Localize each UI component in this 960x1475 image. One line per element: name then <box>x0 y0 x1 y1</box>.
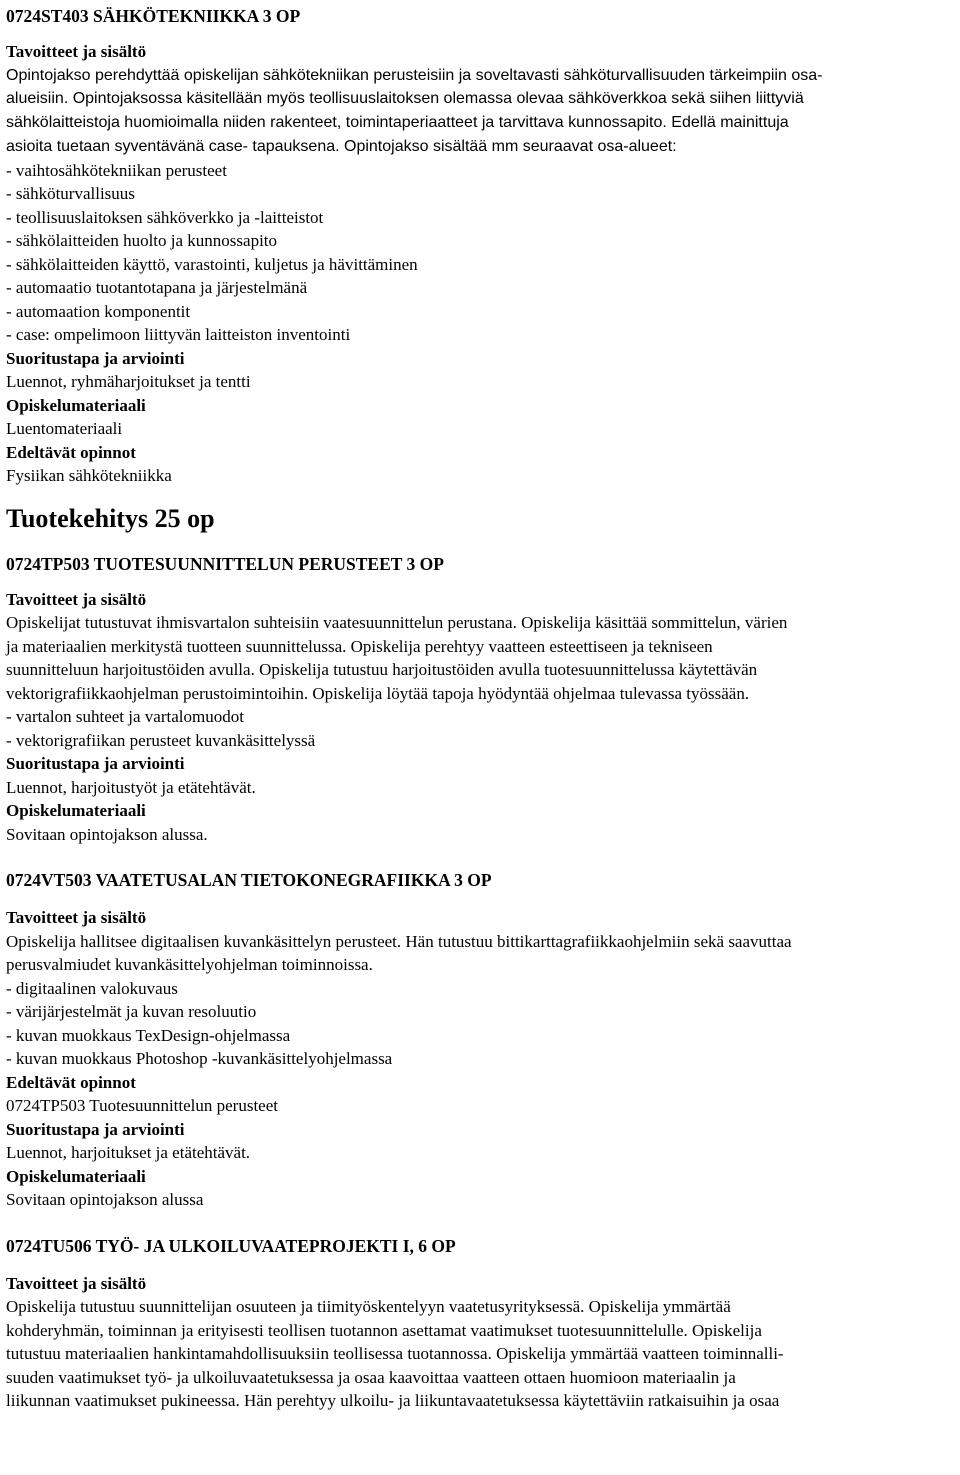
paragraph-line: perusvalmiudet kuvankäsittelyohjelman toiminnoissa. <box>6 955 373 974</box>
paragraph-line: Opiskelijat tutustuvat ihmisvartalon suhteisiin vaatesuunnittelun perustana. Opiskelija käsittää sommittelun, värien <box>6 613 788 632</box>
list-item: - sähköturvallisuus <box>6 184 135 203</box>
paragraph-line: liikunnan vaatimukset pukineessa. Hän perehtyy ulkoilu- ja liikuntavaatetuksessa käytettäviin ratkaisuihin ja osaa <box>6 1391 780 1410</box>
module-heading: Tuotekehitys 25 op <box>6 503 215 533</box>
list-item: - case: ompelimoon liittyvän laitteiston inventointi <box>6 325 351 344</box>
prerequisites-text: 0724TP503 Tuotesuunnittelun perusteet <box>6 1096 278 1115</box>
heading-material: Opiskelumateriaali <box>6 801 146 820</box>
paragraph-fragment: Opintojakso sisältää mm seuraavat osa-alueet: <box>339 138 677 155</box>
course-title: 0724VT503 VAATETUSALAN TIETOKONEGRAFIIKKA 3 OP <box>6 870 492 890</box>
list-item: - värijärjestelmät ja kuvan resoluutio <box>6 1002 257 1021</box>
list-item: - kuvan muokkaus Photoshop -kuvankäsittelyohjelmassa <box>6 1049 393 1068</box>
method-text: Luennot, harjoitukset ja etätehtävät. <box>6 1143 251 1162</box>
heading-method: Suoritustapa ja arviointi <box>6 1119 185 1139</box>
paragraph-line: Opiskelija tutustuu suunnittelijan osuuteen ja tiimityöskentelyyn vaatetusyrityksessä. Opiskelija ymmärtää <box>6 1297 731 1316</box>
course-title: 0724TP503 TUOTESUUNNITTELUN PERUSTEET 3 OP <box>6 553 444 574</box>
material-text: Sovitaan opintojakson alussa <box>6 1190 204 1209</box>
heading-goals: Tavoitteet ja sisältö <box>6 42 147 61</box>
list-item: - teollisuuslaitoksen sähköverkko ja -laitteistot <box>6 207 324 227</box>
paragraph-line: suunnitteluun harjoitustöiden avulla. Opiskelija tutustuu harjoitustöiden avulla tuotesuunnittelussa käytettävän <box>6 660 758 679</box>
paragraph-line: Opiskelija hallitsee digitaalisen kuvankäsittelyn perusteet. Hän tutustuu bittikarttagrafiikkaohjelmiin sekä saavuttaa <box>6 931 792 951</box>
list-item: - automaation komponentit <box>6 301 191 321</box>
course-title: 0724ST403 SÄHKÖTEKNIIKKA 3 OP <box>6 6 301 26</box>
list-item: - sähkölaitteiden huolto ja kunnossapito <box>6 231 278 250</box>
heading-method: Suoritustapa ja arviointi <box>6 754 185 773</box>
list-item: - sähkölaitteiden käyttö, varastointi, kuljetus ja hävittäminen <box>6 254 418 274</box>
list-item: - vaihtosähkötekniikan perusteet <box>6 160 227 180</box>
paragraph-line: suuden vaatimukset työ- ja ulkoiluvaatetuksessa ja osaa kaavoittaa vaatteen ottaen huomioon materiaalin ja <box>6 1367 736 1387</box>
list-item: - vartalon suhteet ja vartalomuodot <box>6 707 244 726</box>
paragraph-line <box>6 134 954 159</box>
course-title: 0724TU506 TYÖ- JA ULKOILUVAATEPROJEKTI I, 6 OP <box>6 1235 456 1256</box>
material-text: Luentomateriaali <box>6 419 123 438</box>
list-item: - vektorigrafiikan perusteet kuvankäsittelyssä <box>6 730 316 750</box>
paragraph-line: alueisiin. Opintojaksossa käsitellään myös teollisuuslaitoksen olemassa olevaa sähköverkkoa sekä siihen liittyviä <box>6 90 804 107</box>
material-text: Sovitaan opintojakson alussa. <box>6 824 208 844</box>
paragraph-line: tutustuu materiaalien hankintamahdollisuuksiin teollisessa tuotannossa. Opiskelija ymmärtää vaatteen toiminnalli- <box>6 1344 784 1363</box>
heading-material: Opiskelumateriaali <box>6 1166 146 1186</box>
list-item: - kuvan muokkaus TexDesign-ohjelmassa <box>6 1025 291 1045</box>
heading-prerequisites: Edeltävät opinnot <box>6 1072 136 1092</box>
heading-material: Opiskelumateriaali <box>6 395 146 415</box>
heading-goals: Tavoitteet ja sisältö <box>6 589 147 609</box>
paragraph-line: sähkölaitteistoja huomioimalla niiden rakenteet, toimintaperiaatteet ja tarvittava kunnossapito. Edellä mainittuja <box>6 113 789 131</box>
paragraph-fragment: asioita tuetaan syventävänä case- tapauksena. <box>6 138 340 155</box>
prerequisites-text: Fysiikan sähkötekniikka <box>6 466 172 485</box>
heading-goals: Tavoitteet ja sisältö <box>6 1273 147 1293</box>
paragraph-line: Opintojakso perehdyttää opiskelijan sähkötekniikan perusteisiin ja soveltavasti sähköturvallisuuden tärkeimpiin osa- <box>6 66 823 84</box>
paragraph-line: kohderyhmän, toiminnan ja erityisesti teollisen tuotannon asettamat vaatimukset tuotesuunnittelulle. Opiskelija <box>6 1320 762 1340</box>
paragraph-line: vektorigrafiikkaohjelman perustoimintoihin. Opiskelija löytää tapoja hyödyntää ohjelmaa tulevassa työssään. <box>6 683 750 703</box>
list-item: - digitaalinen valokuvaus <box>6 978 178 998</box>
heading-goals: Tavoitteet ja sisältö <box>6 908 147 927</box>
method-text: Luennot, ryhmäharjoitukset ja tentti <box>6 372 251 391</box>
method-text: Luennot, harjoitustyöt ja etätehtävät. <box>6 777 256 797</box>
list-item: - automaatio tuotantotapana ja järjestelmänä <box>6 278 308 297</box>
heading-method: Suoritustapa ja arviointi <box>6 348 185 368</box>
heading-prerequisites: Edeltävät opinnot <box>6 442 136 462</box>
paragraph-line: ja materiaalien merkitystä tuotteen suunnittelussa. Opiskelija perehtyy vaatteen esteettiseen ja tekniseen <box>6 636 713 656</box>
